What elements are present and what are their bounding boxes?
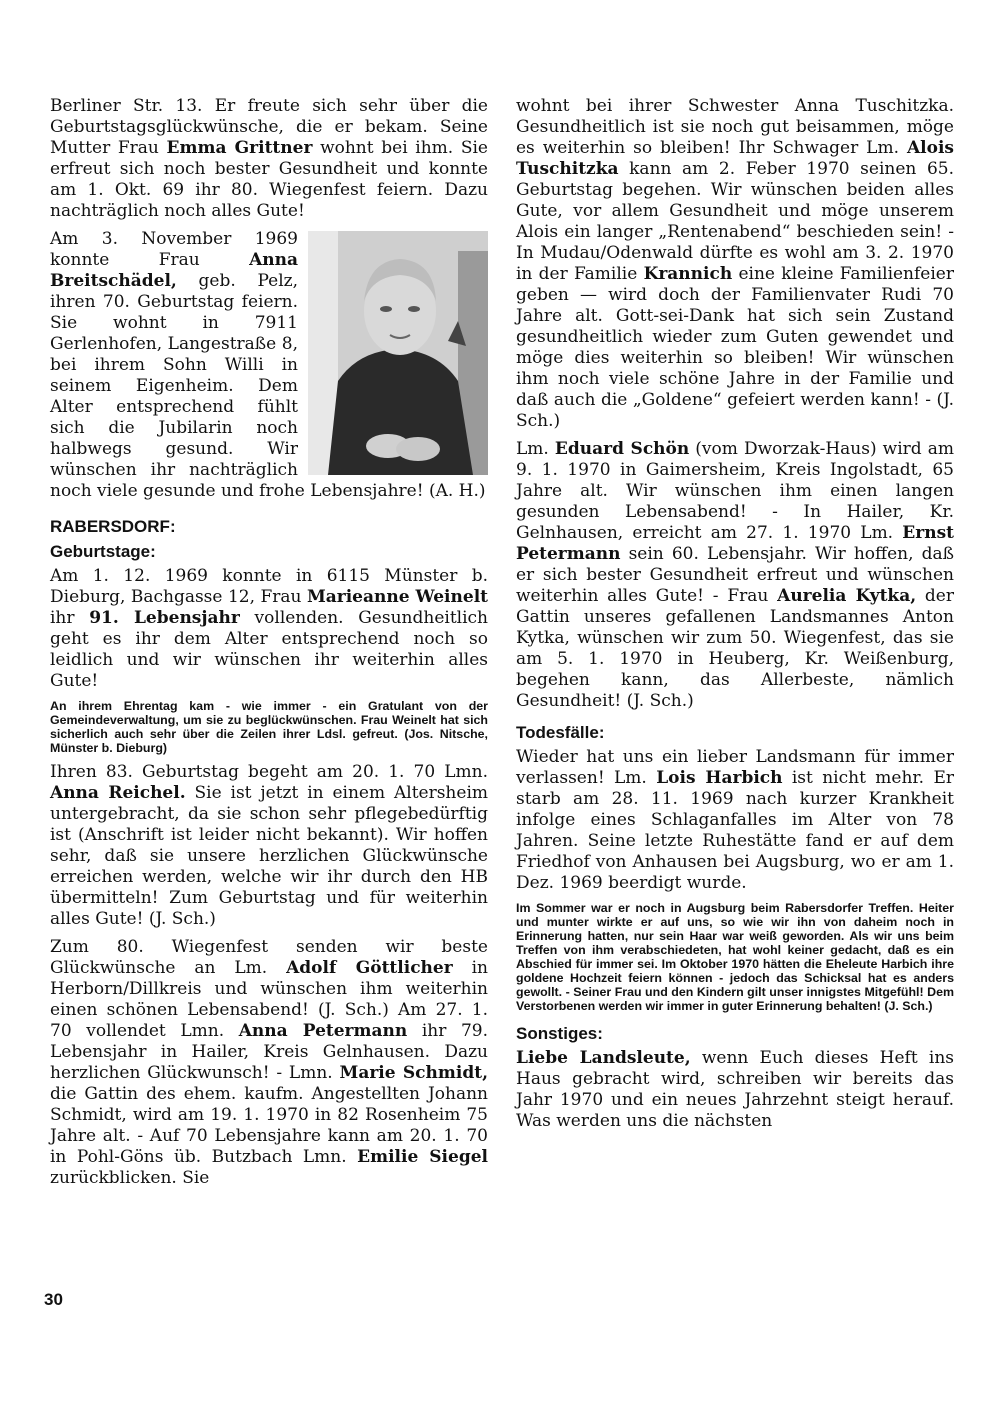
paragraph-landsleute: Liebe Landsleute, wenn Euch dieses Heft ins Haus gebracht wird, schreiben wir bereits das Jahr 1970 und ein neues Jahrzehnt steigt herauf. Was werden uns die nächsten <box>516 1048 954 1131</box>
portrait-photo <box>308 231 488 475</box>
portrait-image <box>308 231 488 475</box>
section-heading-deaths: Todesfälle: <box>516 723 605 742</box>
note-harbich: Im Sommer war er noch in Augsburg beim Rabersdorfer Treffen. Heiter und munter wirkte er auf uns, so wie wir ihn von daheim noch in Erinnerung hatten, nur sein Haar war weiß geworden. Als wir uns beim Treffen von ihm verabschiedeten, hat wohl keiner gedacht, daß es ein Abschied für immer sei. Im Oktober 1970 hätten die Eheleute Harbich ihre goldene Hochzeit feiern können - jedoch das Schicksal hat es anders gewollt. - Seiner Frau und den Kindern gilt unser innigstes Mitgefühl! Dem Verstorbenen werden wir immer in guter Erinnerung behalten! (J. Sch.) <box>516 901 954 1013</box>
page-number: 30 <box>44 1290 63 1309</box>
paragraph-weinelt: Am 1. 12. 1969 konnte in 6115 Münster b. Dieburg, Bachgasse 12, Frau Marieanne Weinelt ihr 91. Lebensjahr vollenden. Gesundheitlich geht es ihr dem Alter entsprechend noch so leidlich und wir wünschen ihr weiterhin alles Gute! <box>50 566 489 691</box>
paragraph-schoen: Lm. Eduard Schön (vom Dworzak-Haus) wird am 9. 1. 1970 in Gaimersheim, Kreis Ingolstadt, 65 Jahre alt. Wir wünschen ihm einen langen gesunden Lebensabend! - In Hailer, Kr. Gelnhausen, erreicht am 27. 1. 1970 Lm. Ernst Petermann sein 60. Lebensjahr. Wir hoffen, daß er sich bester Gesundheit erfreut und wünschen weiterhin alles Gute! - Frau Aurelia Kytka, der Gattin unseres gefallenen Landsmannes Anton Kytka, wünschen wir zum 50. Wiegenfest, das sie am 5. 1. 1970 in Heuberg, Kr. Weißenburg, begehen kann, das Allerbeste, nämlich Gesundheit! (J. Sch.) <box>516 439 955 711</box>
right-column <box>516 96 954 1139</box>
paragraph-grittner: Berliner Str. 13. Er freute sich sehr über die Geburtstagsglückwünsche, die er bekam. Seine Mutter Frau Emma Grittner wohnt bei ihm. Sie erfreut sich noch bester Gesundheit und konnte am 1. Okt. 69 ihr 80. Wiegenfest feiern. Dazu nachträglich noch alles Gute! <box>50 96 488 221</box>
section-heading-rabersdorf: RABERSDORF: <box>50 517 176 536</box>
paragraph-goettlicher: Zum 80. Wiegenfest senden wir beste Glückwünsche an Lm. Adolf Göttlicher in Herborn/Dillkreis und wünschen ihm weiterhin einen schönen Lebensabend! (J. Sch.) Am 27. 1. 70 vollendet Lmn. Anna Petermann ihr 79. Lebensjahr in Hailer, Kreis Gelnhausen. Dazu herzlichen Glückwunsch! - Lmn. Marie Schmidt, die Gattin des ehem. kaufm. Angestellten Johann Schmidt, wird am 19. 1. 1970 in 82 Rosenheim 75 Jahre alt. - Auf 70 Lebensjahre kann am 20. 1. 70 in Pohl-Göns üb. Butzbach Lmn. Emilie Siegel zurückblicken. Sie <box>50 937 489 1188</box>
paragraph-reichel: Ihren 83. Geburtstag begeht am 20. 1. 70 Lmn. Anna Reichel. Sie ist jetzt in einem Altersheim untergebracht, da sie schon sehr pflegebedürftig ist (Anschrift ist leider nicht bekannt). Wir hoffen sehr, daß sie unsere herzlichen Glückwünsche erreichen werden, welche wir ihr durch den HB übermitteln! Zum Geburtstag und für weiterhin alles Gute! (J. Sch.) <box>50 762 488 929</box>
paragraph-harbich: Wieder hat uns ein lieber Landsmann für immer verlassen! Lm. Lois Harbich ist nicht mehr. Er starb am 28. 11. 1969 nach kurzer Krankheit infolge eines Schlaganfalles im Alter von 78 Jahren. Seine letzte Ruhestätte fand er auf dem Friedhof von Anhausen bei Augsburg, wo er am 1. Dez. 1969 beerdigt wurde. <box>516 747 954 893</box>
paragraph-breitschaedel: Am 3. November 1969 konnte Frau Anna Breitschädel, geb. Pelz, ihren 70. Geburtstag feiern. Sie wohnt in 7911 Gerlenhofen, Langestraße 8, bei ihrem Sohn Willi in seinem Eigenheim. Dem Alter entsprechend fühlt sich die Jubilarin noch halbwegs gesund. Wir wünschen ihr nachträglich noch viele gesunde und frohe Lebensjahre! (A. H.) <box>50 229 486 501</box>
section-heading-misc: Sonstiges: <box>516 1024 603 1043</box>
subheading-birthdays: Geburtstage: <box>50 542 156 561</box>
paragraph-tuschitzka: wohnt bei ihrer Schwester Anna Tuschitzka. Gesundheitlich ist sie noch gut beisammen, möge es weiterhin so bleiben! Ihr Schwager Lm. Alois Tuschitzka kann am 2. Feber 1970 seinen 65. Geburtstag begehen. Wir wünschen beiden alles Gute, vor allem Gesundheit und möge unserem Alois ein langer „Rentenabend“ beschieden sein! - In Mudau/Odenwald dürfte es wohl am 3. 2. 1970 in der Familie Krannich eine kleine Familienfeier geben — wird doch der Familienvater Rudi 70 Jahre alt. Gott-sei-Dank hat sich sein Zustand gesundheitlich wieder zum Guten gewendet und möge dies weiterhin so bleiben! Wir wünschen ihm noch viele schöne Jahre in der Familie und daß auch die „Goldene“ gefeiert werden kann! - (J. Sch.) <box>516 96 954 431</box>
note-weinelt: An ihrem Ehrentag kam - wie immer - ein Gratulant von der Gemeindeverwaltung, um sie zu beglückwünschen. Frau Weinelt hat sich sicherlich auch sehr über die Zeilen ihrer Ldsl. gefreut. (Jos. Nitsche, Münster b. Dieburg) <box>50 699 488 755</box>
left-column <box>50 96 488 1196</box>
